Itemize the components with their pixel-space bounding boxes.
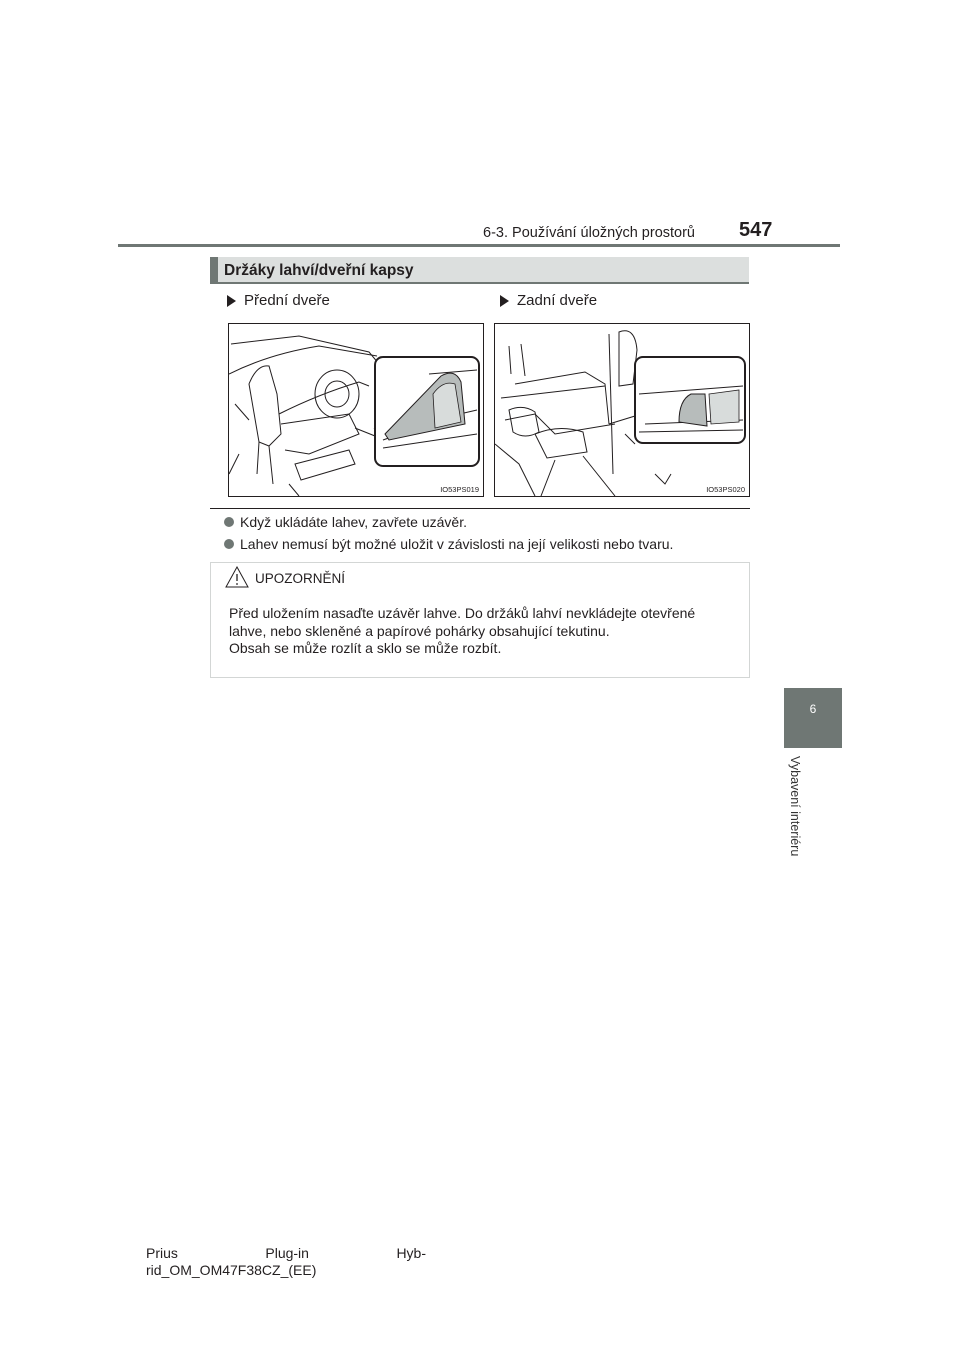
front-door-subheading (227, 292, 330, 309)
warning-line: Před uložením nasaďte uzávěr lahve. Do držáků lahví nevkládejte otevřené (229, 605, 696, 621)
rear-figure-code: IO53PS020 (706, 485, 745, 494)
header-divider (118, 244, 840, 247)
rear-door-illustration (494, 323, 750, 497)
section-heading-accent (210, 257, 218, 284)
footer-line-2: rid_OM_OM47F38CZ_(EE) (146, 1262, 317, 1278)
page-number: 547 (739, 219, 773, 241)
rear-door-subheading (500, 292, 597, 309)
warning-line: Obsah se může rozlít a sklo se může rozbít. (229, 640, 502, 656)
chapter-tab: 6 (784, 688, 842, 748)
list-item (224, 514, 467, 530)
bullet-dot-icon (224, 539, 234, 549)
front-door-illustration (228, 323, 484, 497)
footer-part: Prius (146, 1245, 178, 1261)
bullet-text: Když ukládáte lahev, zavřete uzávěr. (240, 514, 467, 530)
warning-text (229, 605, 741, 658)
rear-door-caption: Zadní dveře (517, 292, 598, 309)
front-door-drawing (229, 324, 483, 496)
footer-part: Hyb- (396, 1245, 426, 1261)
chapter-side-label (788, 756, 808, 876)
warning-triangle-icon (225, 566, 249, 588)
front-door-caption: Přední dveře (244, 292, 330, 309)
figure-divider (210, 508, 750, 509)
front-figure-code: IO53PS019 (440, 485, 479, 494)
header-section-title: 6-3. Používání úložných prostorů (483, 225, 695, 241)
triangle-bullet-icon (227, 295, 236, 307)
list-item (224, 536, 673, 552)
warning-line: lahve, nebo skleněné a papírové pohárky obsahující tekutinu. (229, 622, 610, 639)
bullet-dot-icon (224, 517, 234, 527)
section-title: Držáky lahví/dveřní kapsy (224, 262, 414, 279)
footer-document-id (146, 1245, 426, 1279)
warning-title: UPOZORNĚNÍ (255, 571, 346, 586)
chapter-label-text: Vybavení interiéru (788, 756, 802, 857)
triangle-bullet-icon (500, 295, 509, 307)
rear-door-drawing (495, 324, 749, 496)
bullet-text: Lahev nemusí být možné uložit v závislosti na její velikosti nebo tvaru. (240, 536, 674, 552)
footer-part: Plug-in (265, 1245, 309, 1261)
